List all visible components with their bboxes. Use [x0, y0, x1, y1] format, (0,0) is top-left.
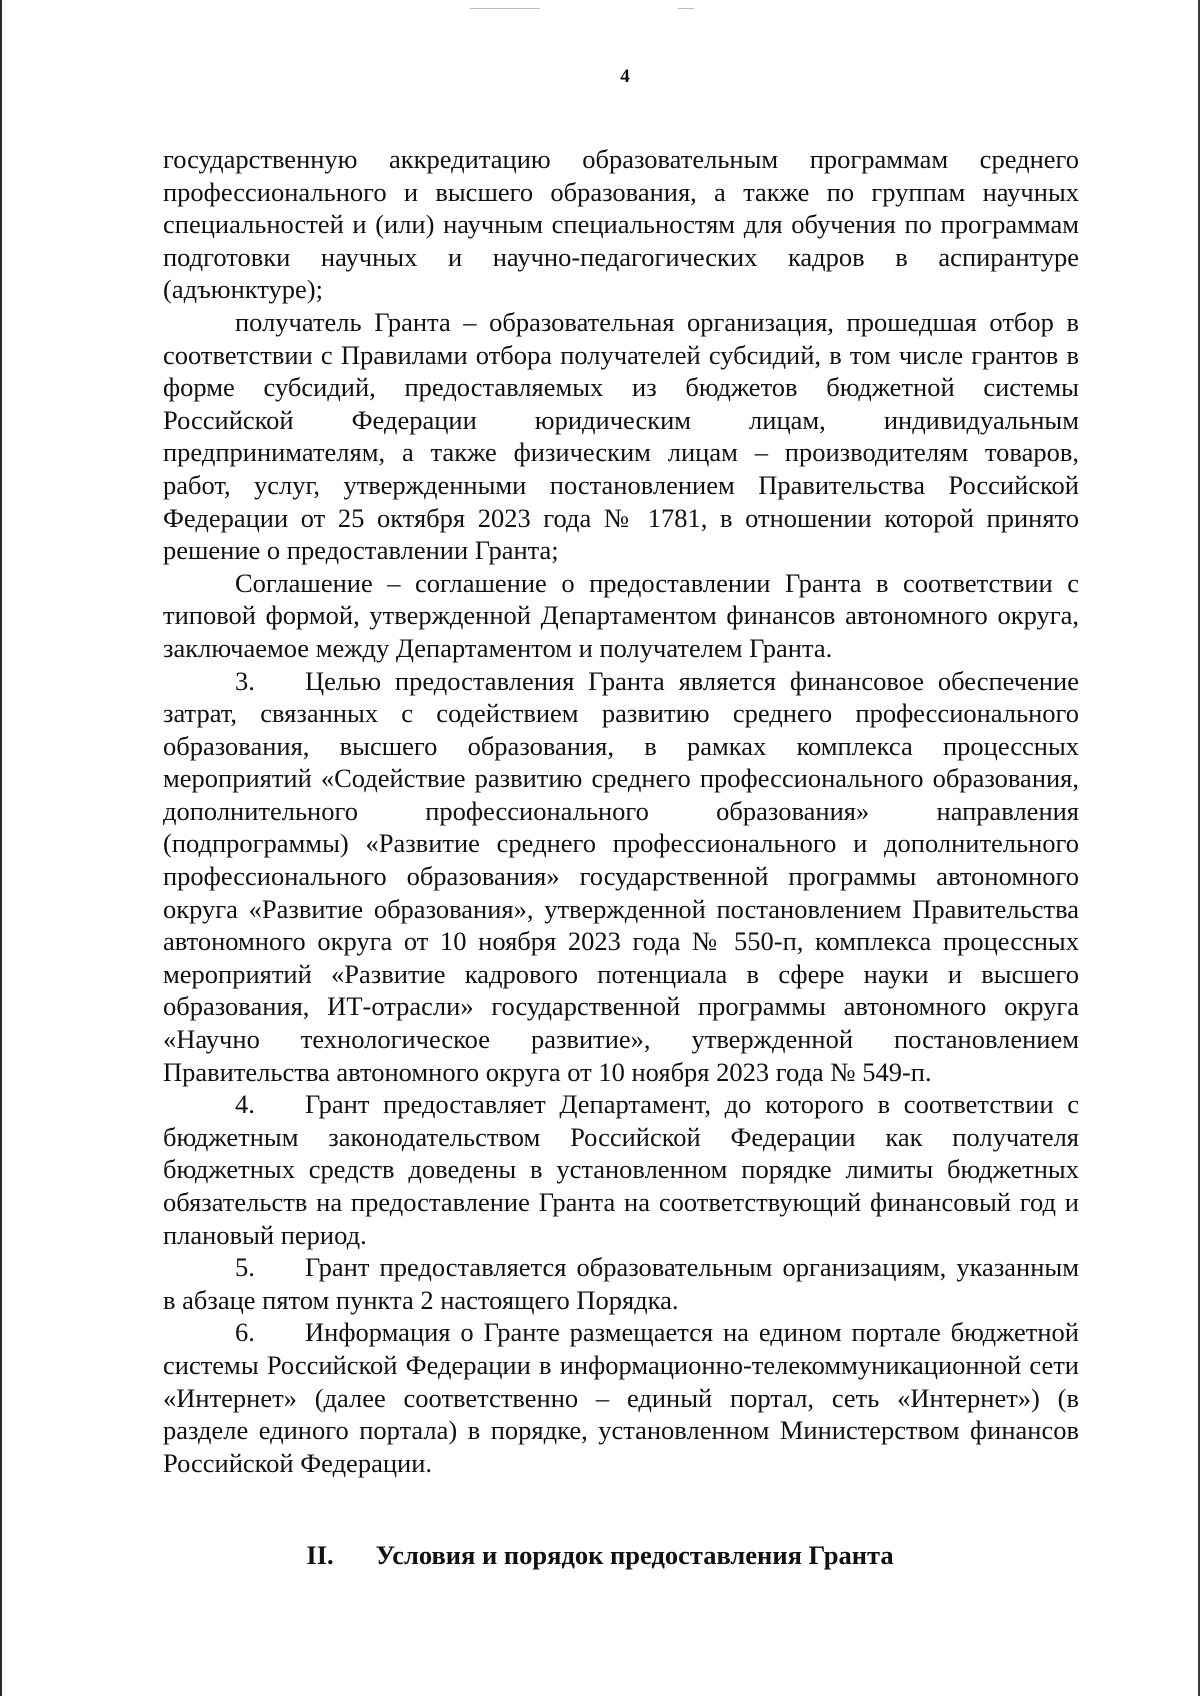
paragraph-number: 6. [235, 1317, 255, 1348]
scan-edge-left [0, 0, 2, 1696]
paragraph-number: 5. [235, 1252, 255, 1283]
paragraph-number: 4. [235, 1089, 255, 1120]
page-number: 4 [620, 66, 630, 87]
numbered-paragraph-6 [163, 1316, 1079, 1479]
paragraph-number: 3. [235, 665, 255, 696]
paragraph-continuation: государственную аккредитацию образовательным программам среднего профессионального и высшего образования, а также по группам научных специальностей и (или) научным специальностям для обучения по программам подготовки научных и научно-педагогических кадров в аспирантуре (адъюнктуре); [163, 144, 1079, 305]
paragraph-definition-agreement: Соглашение – соглашение о предоставлении Гранта в соответствии с типовой формой, утвержденной Департаментом финансов автономного округа, заключаемое между Департаментом и получателем Гранта. [163, 567, 1079, 663]
paragraph-text: Грант предоставляется образовательным организациям, указанным в абзаце пятом пункта 2 настоящего Порядка. [163, 1252, 1079, 1315]
section-title: Условия и порядок предоставления Гранта [375, 1540, 894, 1570]
section-number: II. [306, 1540, 334, 1570]
scan-speck [678, 8, 694, 9]
paragraph-text: Информация о Гранте размещается на едином портале бюджетной системы Российской Федерации в информационно-телекоммуникационной сети «Интернет» (далее соответственно – единый портал, сеть «Интернет») (в разделе единого портала) в порядке, установленном Министерством финансов Российской Федерации. [163, 1317, 1079, 1478]
scan-speck [470, 8, 540, 9]
numbered-paragraph-4 [163, 1088, 1079, 1251]
paragraph-definition-recipient: получатель Гранта – образовательная организация, прошедшая отбор в соответствии с Правилами отбора получателей субсидий, в том числе грантов в форме субсидий, предоставляемых из бюджетов бюджетной системы Российской Федерации юридическим лицам, индивидуальным предпринимателям, а также физическим лицам – производителям товаров, работ, услуг, утвержденными постановлением Правительства Российской Федерации от 25 октября 2023 года № 1781, в отношении которой принято решение о предоставлении Гранта; [163, 306, 1079, 566]
paragraph-text: Целью предоставления Гранта является финансовое обеспечение затрат, связанных с содействием развитию среднего профессионального образования, высшего образования, в рамках комплекса процессных мероприятий «Содействие развитию среднего профессионального образования, дополнительного профессионального образования» направления (подпрограммы) «Развитие среднего профессионального и дополнительного профессионального образования» государственной программы автономного округа «Развитие образования», утвержденной постановлением Правительства автономного округа от 10 ноября 2023 года № 550-п, комплекса процессных мероприятий «Развитие кадрового потенциала в сфере науки и высшего образования, ИТ-отрасли» государственной программы автономного округа «Научно технологическое развитие», утвержденной постановлением Правительства автономного округа от 10 ноября 2023 года № 549-п. [163, 665, 1079, 1087]
numbered-paragraph-5 [163, 1251, 1079, 1316]
section-heading [0, 1540, 1200, 1571]
paragraph-text: Грант предоставляет Департамент, до которого в соответствии с бюджетным законодательством Российской Федерации как получателя бюджетных средств доведены в установленном порядке лимиты бюджетных обязательств на предоставление Гранта на соответствующий финансовый год и плановый период. [163, 1089, 1079, 1250]
numbered-paragraph-3 [163, 665, 1079, 1089]
document-body [163, 143, 1079, 1479]
